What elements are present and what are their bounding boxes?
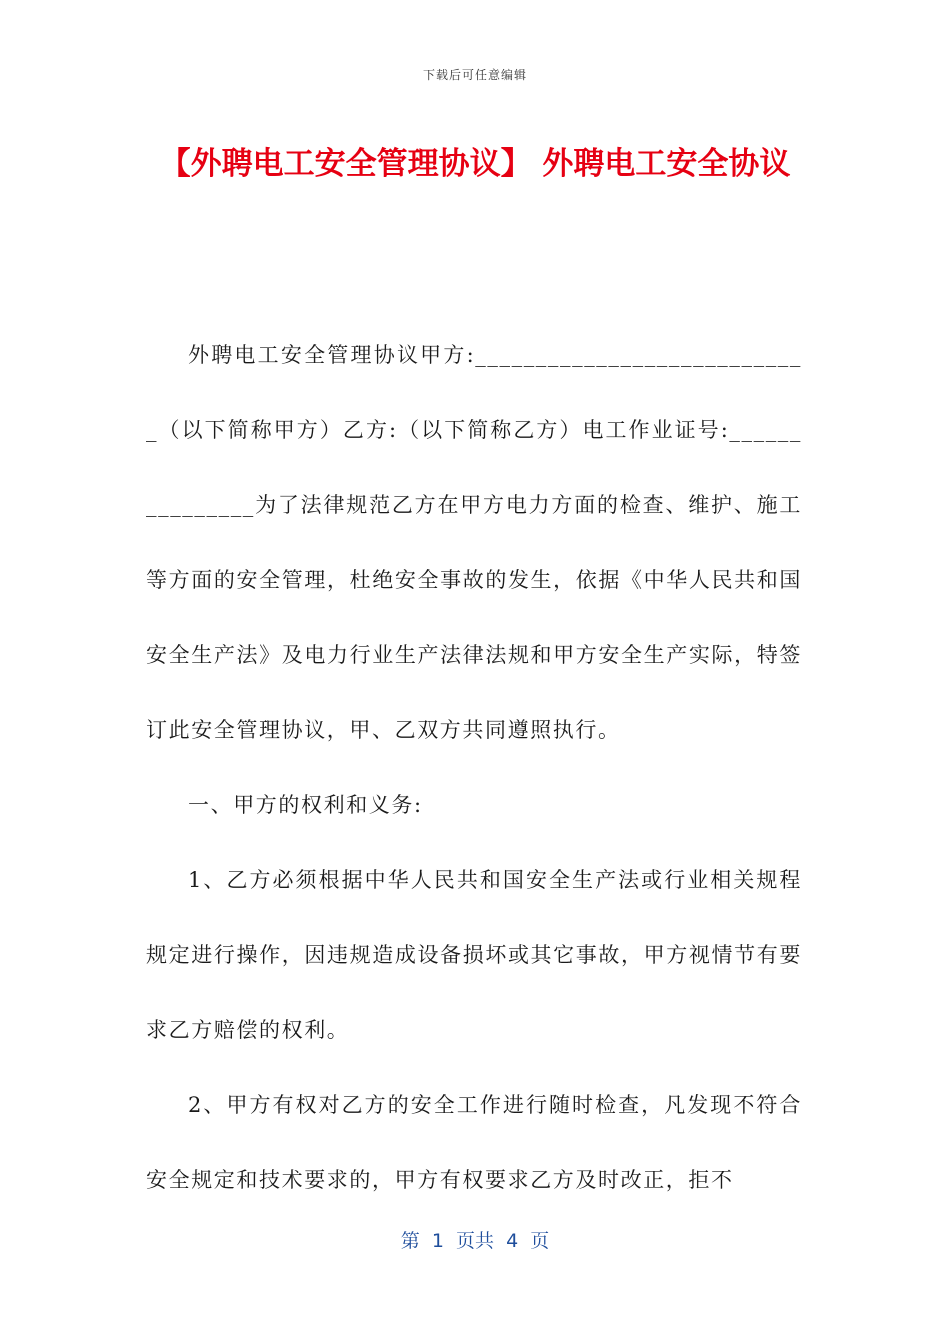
section-heading-party-a: 一、甲方的权利和义务: — [188, 793, 423, 817]
document-body — [146, 318, 802, 1218]
header-note: 下载后可任意编辑 — [422, 68, 527, 82]
clause-1: 1、乙方必须根据中华人民共和国安全生产法或行业相关规程规定进行操作，因违规造成设备损坏或其它事故，甲方视情节有要求乙方赔偿的权利。 — [146, 868, 802, 1042]
document-title: 【外聘电工安全管理协议】 外聘电工安全协议 — [159, 146, 791, 182]
paragraph-intro: 外聘电工安全管理协议甲方:____________________________（以下简称甲方）乙方:（以下简称乙方）电工作业证号:_______________为了法律规范乙方在甲方电力方面的检查、维护、施工等方面的安全管理，杜绝安全事故的发生，依据《中华人民共和国安全生产法》及电力行业生产法律法规和甲方安全生产实际，特签订此安全管理协议，甲、乙双方共同遵照执行。 — [146, 343, 802, 742]
page-number: 第 1 页共 4 页 — [400, 1230, 550, 1252]
clause-2: 2、甲方有权对乙方的安全工作进行随时检查，凡发现不符合安全规定和技术要求的，甲方有权要求乙方及时改正，拒不 — [146, 1093, 802, 1192]
